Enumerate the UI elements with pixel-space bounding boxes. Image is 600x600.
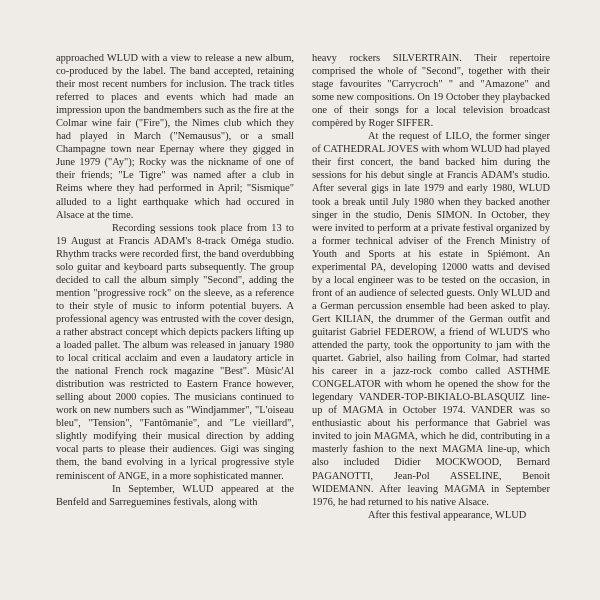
paragraph: After this festival appearance, WLUD [368, 509, 527, 521]
paragraph: Recording sessions took place from 13 to 19 August at Francis ADAM's 8-track Oméga studio. Rhythm tracks were recorded first, the band overdubbing solo guitar and keyboard parts subsequently. The group decided to call the album simply "Second", adding the mention "progressive rock" on the sleeve, as a reference to their style of music to inform potential buyers. A professional agency was entrusted with the cover design, a rather abstract concept which depicts packers lifting up a loaded pallet. The album was released in january 1980 to local critical acclaim and even a laudatory article in the national French rock magazine "Best". Mùsic'Al distribution was restricted to Eastern France however, selling about 2000 copies. The musicians continued to work on new numbers such as "Windjammer", "L'oiseau bleu", "Tension", "Fantômanie", and "Le vieillard", slightly modifying their musical direction by adding vocal parts to please their audiences. Gigi was singing them, the band evolving in a lyrical progressive style reminiscent of ANGE, in a more sophisticated manner. [56, 222, 294, 482]
left-text-column [56, 52, 294, 509]
right-text-column [312, 52, 550, 522]
paragraph: In September, WLUD appeared at the Benfeld and Sarreguemines festivals, along with [56, 483, 294, 508]
paragraph: heavy rockers SILVERTRAIN. Their repertoire comprised the whole of "Second", together with their stage favourites "Carrycroch" " and "Amazone" and some new compositions. On 19 October they playbacked one of their songs for a local television broadcast compèred by Roger SIFFER. [312, 53, 550, 130]
paragraph: At the request of LILO, the former singer of CATHEDRAL JOVES with whom WLUD had played their first concert, the band backed him during the sessions for his debut single at Francis ADAM's studio. After several gigs in late 1979 and early 1980, WLUD took a break until July 1980 when they backed another singer in the studio, Denis SIMON. In October, they were invited to perform at a private festival organized by a former technical adviser of the French Ministry of Youth and Sports at his estate in Spiémont. An experimental PA, developing 12000 watts and devised by a local engineer was to be tested on the occasion, in front of an audience of selected guests. Only WLUD and a German percussion ensemble had been asked to play. Gert KILIAN, the drummer of the German outfit and guitarist Gabriel FEDEROW, a friend of WLUD'S who attended the party, took the opportunity to jam with the quartet. Gabriel, also hailing from Colmar, had started his career in a jazz-rock combo called ASTHME CONGELATOR with whom he opened the show for the legendary VANDER-TOP-BIKIALO-BLASQUIZ line-up of MAGMA in October 1974. VANDER was so enthusiastic about his performance that Gabriel was invited to join MAGMA, which he did, contributing in a masterly fashion to the next MAGMA line-up, which also included Didier MOCKWOOD, Bernard PAGANOTTI, Jean-Pol ASSELINE, Benoit WIDEMANN. After leaving MAGMA in September 1976, he had returned to his native Alsace. [312, 131, 550, 508]
paragraph: approached WLUD with a view to release a new album, co-produced by the label. The band accepted, retaining their most recent numbers for inclusion. The track titles referred to places and events which had made an impression upon the bandmembers such as the fire at the Colmar wine fair ("Fire"), the Nimes club which they had played in March ("Nemausus"), or a small Champagne town near Epernay where they gigged in June 1979 ("Ay"); Rocky was the nickname of one of their friends; "Le Tigre" was named after a club in Reims where they had performed in April; "Sismique" alluded to a light earthquake which had occured in Alsace at the time. [56, 53, 294, 221]
